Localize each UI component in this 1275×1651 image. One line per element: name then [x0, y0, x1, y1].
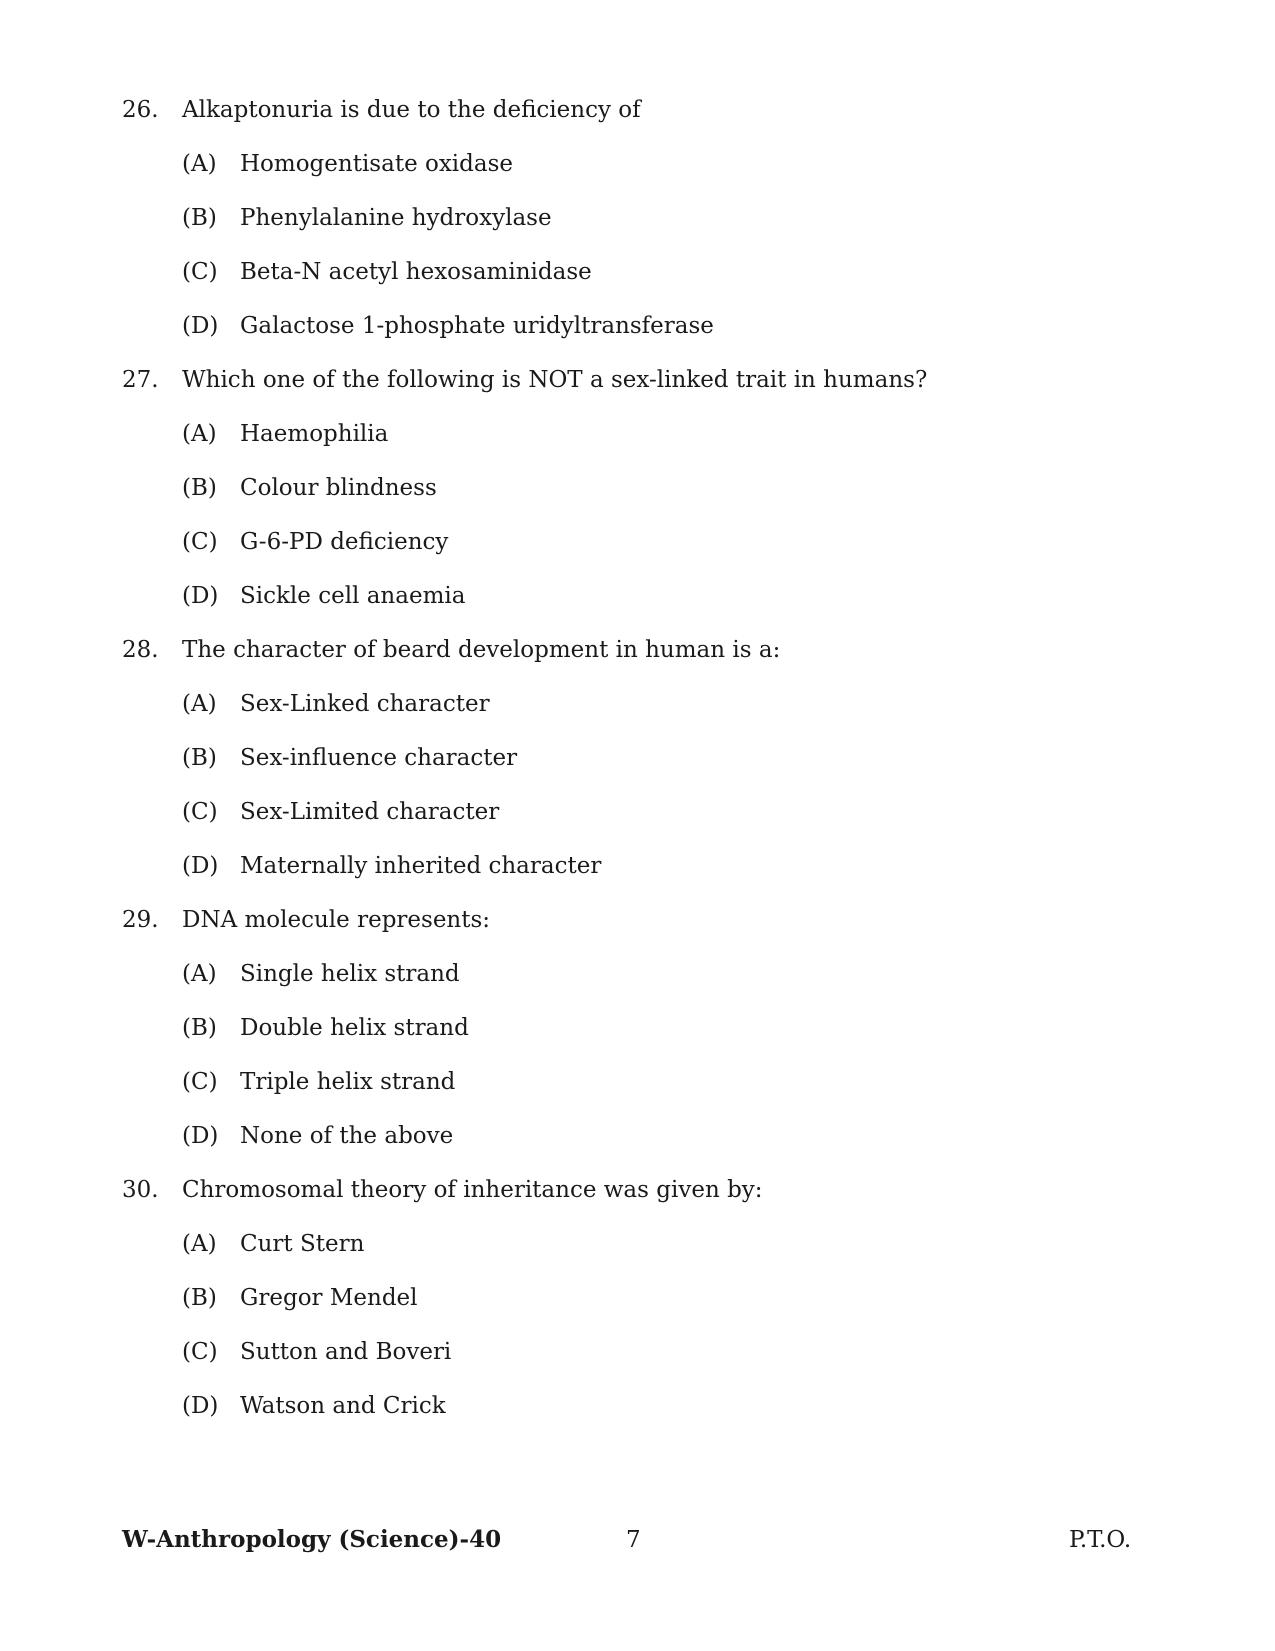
option-letter: (D) — [182, 1393, 219, 1419]
question-text: Chromosomal theory of inheritance was given by: — [182, 1177, 763, 1203]
option-text: Beta-N acetyl hexosaminidase — [240, 259, 592, 285]
option-text: Single helix strand — [240, 961, 460, 987]
paper-code: W-Anthropology (Science)-40 — [122, 1526, 502, 1553]
option-text: Sex-influence character — [240, 745, 518, 771]
option-letter: (A) — [182, 151, 217, 177]
option-text: Sutton and Boveri — [240, 1339, 452, 1365]
question-text: Which one of the following is NOT a sex-linked trait in humans? — [182, 367, 928, 393]
option-letter: (A) — [182, 1231, 217, 1257]
option-text: G-6-PD deficiency — [240, 529, 449, 555]
option-text: None of the above — [240, 1123, 454, 1149]
option-text: Maternally inherited character — [240, 853, 602, 879]
option-text: Colour blindness — [240, 475, 437, 501]
page-number: 7 — [626, 1527, 641, 1553]
option-text: Double helix strand — [240, 1015, 469, 1041]
option-text: Galactose 1-phosphate uridyltransferase — [240, 313, 714, 339]
pto-marker: P.T.O. — [1069, 1527, 1132, 1553]
question-text: Alkaptonuria is due to the deficiency of — [182, 97, 641, 123]
option-letter: (C) — [182, 799, 218, 825]
question-number: 29. — [122, 907, 159, 933]
question-number: 28. — [122, 637, 159, 663]
option-text: Triple helix strand — [240, 1069, 456, 1095]
option-letter: (B) — [182, 1015, 217, 1041]
option-letter: (D) — [182, 583, 219, 609]
option-letter: (A) — [182, 961, 217, 987]
option-letter: (D) — [182, 313, 219, 339]
option-text: Homogentisate oxidase — [240, 151, 514, 177]
option-text: Phenylalanine hydroxylase — [240, 205, 552, 231]
option-text: Haemophilia — [240, 421, 389, 447]
option-text: Watson and Crick — [240, 1393, 446, 1419]
option-letter: (C) — [182, 259, 218, 285]
option-text: Sex-Linked character — [240, 691, 490, 717]
question-number: 26. — [122, 97, 159, 123]
question-text: The character of beard development in human is a: — [182, 637, 781, 663]
question-number: 30. — [122, 1177, 159, 1203]
option-text: Sex-Limited character — [240, 799, 500, 825]
option-text: Sickle cell anaemia — [240, 583, 466, 609]
question-text: DNA molecule represents: — [182, 907, 491, 933]
option-letter: (A) — [182, 691, 217, 717]
option-text: Curt Stern — [240, 1231, 365, 1257]
option-letter: (C) — [182, 1069, 218, 1095]
option-letter: (C) — [182, 1339, 218, 1365]
option-letter: (B) — [182, 1285, 217, 1311]
option-letter: (D) — [182, 853, 219, 879]
option-letter: (C) — [182, 529, 218, 555]
option-letter: (D) — [182, 1123, 219, 1149]
question-number: 27. — [122, 367, 159, 393]
option-letter: (B) — [182, 745, 217, 771]
option-letter: (B) — [182, 205, 217, 231]
option-text: Gregor Mendel — [240, 1285, 418, 1311]
option-letter: (A) — [182, 421, 217, 447]
option-letter: (B) — [182, 475, 217, 501]
